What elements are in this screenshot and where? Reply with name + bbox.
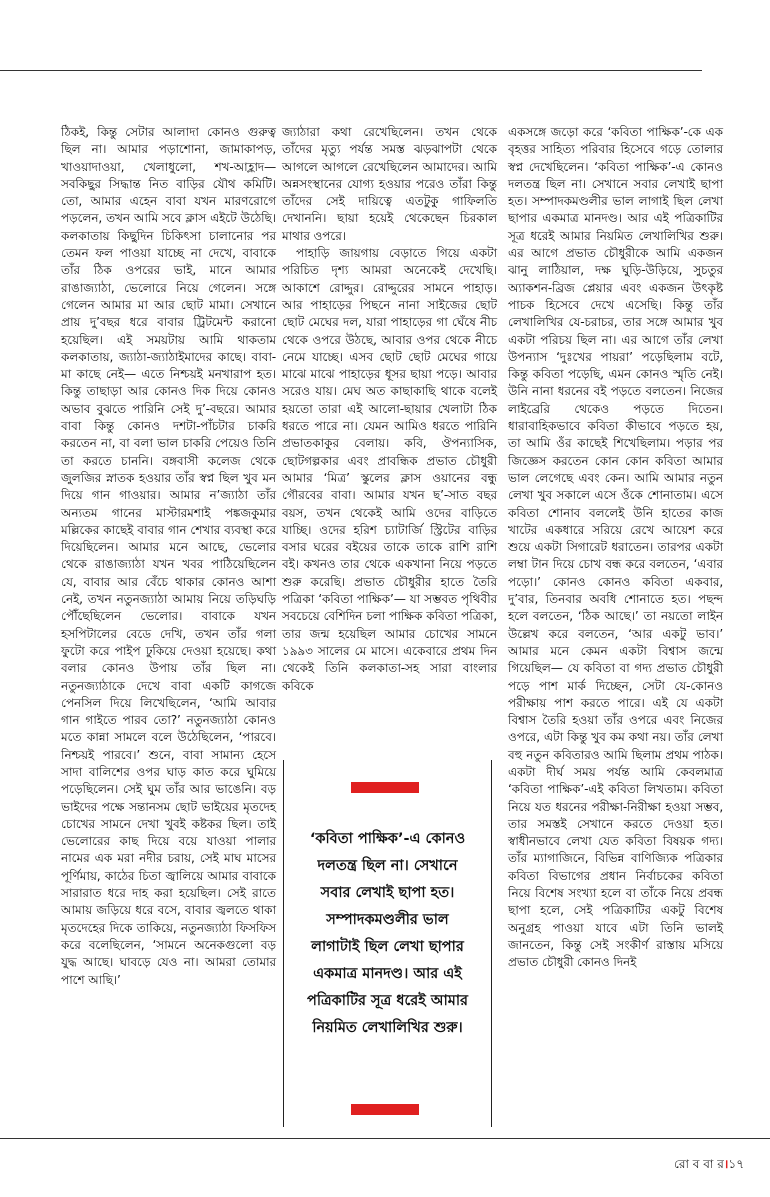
paragraph: জ্যাঠারা কথা রেখেছিলেন। তখন থেকে তাঁদের মৃত্যু পর্যন্ত সমস্ত ঝড়ঝাপটা থেকে আগলে আগলে রেখেছিলেন আমাদের। আমি অন্নসংস্থানের যোগ্য হওয়ার পরেও তাঁরা কিন্তু তাঁদের সেই দায়িত্বে এতটুকু গাফিলতি দেখাননি। ছায়া হয়েই থেকেছেন চিরকাল মাথার ওপরে। [282, 125, 497, 243]
bottom-rule [0, 1138, 770, 1139]
article-column-1 [61, 124, 276, 989]
pull-quote-box [283, 760, 492, 1127]
magazine-name: রো ব বা র [674, 1157, 724, 1171]
pull-quote-bottom-bar [351, 1104, 419, 1115]
paragraph: ঠিকই, কিন্তু সেটার আলাদা কোনও গুরুত্ব ছিল না। আমার পড়াশোনা, জামাকাপড়, খাওয়াদাওয়া, খেলাধুলো, শখ-আহ্লাদ— সবকিছুর সিদ্ধান্ত নিত বাড়ির যৌথ কমিটি। তো, আমার এহেন বাবা যখন মারণরোগে পড়লেন, তখন আমি সবে ক্লাস এইটে উঠেছি। কলকাতায় কিছুদিন চিকিৎসা চালানোর পর তেমন ফল পাওয়া যাচ্ছে না দেখে, বাবাকে তাঁর ঠিক ওপরের ভাই, মানে আমার রাঙাজ্যাঠা, ভেলোরে নিয়ে গেলেন। সঙ্গে গেলেন আমার মা আর ছোট মামা। সেখানে প্রায় দু’বছর ধরে বাবার ট্রিটমেন্ট করানো হয়েছিল। এই সময়টায় আমি থাকতাম কলকাতায়, জ্যাঠা-জ্যাঠাইমাদের কাছে। বাবা-মা কাছে নেই— এতে নিশ্চয়ই মনখারাপ হত। কিন্তু তাছাড়া আর কোনও দিক দিয়ে কোনও অভাব বুঝতে পারিনি সেই দু’-বছরে। আমার বাবা কিন্তু কোনও দশটা-পাঁচটার চাকরি করতেন না, বা বলা ভাল চাকরি পেয়েও তিনি তা করতে চাননি। বঙ্গবাসী কলেজ থেকে জুলজির স্নাতক হওয়ার তাঁর স্বপ্ন ছিল খুব মন দিয়ে গান গাওয়ার। আমার ন’জ্যাঠা তাঁর অন্যতম গানের মাস্টারমশাই পঙ্কজকুমার মল্লিকের কাছেই বাবার গান শেখার ব্যবস্থা করে দিয়েছিলেন। আমার মনে আছে, ভেলোর থেকে রাঙাজ্যাঠা যখন খবর পাঠিয়েছিলেন যে, বাবার আর বেঁচে থাকার কোনও আশা নেই, তখন নতুনজ্যাঠা আমায় নিয়ে তড়িঘড়ি পৌঁছেছিলেন ভেলোর। বাবাকে যখন হসপিটালের বেডে দেখি, তখন তাঁর গলা ফুটো করে পাইপ ঢুকিয়ে দেওয়া হয়েছে। কথা বলার কোনও উপায় তাঁর ছিল না। নতুনজ্যাঠাকে দেখে বাবা একটি কাগজে পেনসিল দিয়ে লিখেছিলেন, ‘আমি আবার গান গাইতে পারব তো?’ নতুনজ্যাঠা কোনও মতে কান্না সামলে বলে উঠেছিলেন, ‘পারবে। নিশ্চয়ই পারবে।’ শুনে, বাবা সামান্য হেসে সাদা বালিশের ওপর ঘাড় কাত করে ঘুমিয়ে পড়েছিলেন। সেই ঘুম তাঁর আর ভাঙেনি। বড় ভাইদের পক্ষে সন্তানসম ছোট ভাইয়ের মৃতদেহ চোখের সামনে দেখা খুবই কষ্টকর ছিল। তাই ভেলোরের কাছ দিয়ে বয়ে যাওয়া পালার নামের এক মরা নদীর চরায়, সেই মাঘ মাসের পূর্ণিমায়, কাঠের চিতা জ্বালিয়ে আমার বাবাকে সারারাত ধরে দাহ করা হয়েছিল। সেই রাতে আমায় জড়িয়ে ধরে বসে, বাবার জ্বলতে থাকা মৃতদেহের দিকে তাকিয়ে, নতুনজ্যাঠা ফিসফিস করে বলেছিলেন, ‘সামনে অনেকগুলো বড় যুদ্ধ আছে। ঘাবড়ে যেও না। আমরা তোমার পাশে আছি।’ [61, 125, 276, 987]
paragraph: একসঙ্গে জড়ো করে ‘কবিতা পাক্ষিক’-কে এক বৃহত্তর সাহিত্য পরিবার হিসেবে গড়ে তোলার স্বপ্ন দেখেছিলেন। ‘কবিতা পাক্ষিক’-এ কোনও দলতন্ত্র ছিল না। সেখানে সবার লেখাই ছাপা হত। সম্পাদকমণ্ডলীর ভাল লাগাই ছিল লেখা ছাপার একমাত্র মানদণ্ড। আর এই পত্রিকাটির সূত্র ধরেই আমার নিয়মিত লেখালিখির শুরু। এর আগে প্রভাত চৌধুরীকে আমি একজন ঝানু লাঠিয়াল, দক্ষ ঘুড়ি-উড়িয়ে, সুচতুর অ্যাকশন-ব্রিজ প্লেয়ার এবং একজন উৎকৃষ্ট পাচক হিসেবে দেখে এসেছি। কিন্তু তাঁর লেখালিখির যে-চরাচর, তার সঙ্গে আমার খুব একটা পরিচয় ছিল না। এর আগে তাঁর লেখা উপন্যাস ‘দুঃখের পায়রা’ পড়েছিলাম বটে, কিন্তু কবিতা পড়েছি, এমন কোনও স্মৃতি নেই। উনি নানা ধরনের বই পড়তে বলতেন। নিজের লাইব্রেরি থেকেও পড়তে দিতেন। ধারাবাহিকভাবে কবিতা কীভাবে পড়তে হয়, তা আমি ওঁর কাছেই শিখেছিলাম। পড়ার পর জিজ্ঞেস করতেন কোন কোন কবিতা আমার ভাল লেগেছে এবং কেন। আমি আমার নতুন লেখা খুব সকালে এসে ওঁকে শোনাতাম। এসে কবিতা শোনাব বললেই উনি হাতের কাজ খাটের একধারে সরিয়ে রেখে আয়েশ করে শুয়ে একটা সিগারেট ধরাতেন। তারপর একটা লম্বা টান দিয়ে চোখ বন্ধ করে বলতেন, ‘এবার পড়ো।’ কোনও কোনও কবিতা একবার, দু’বার, তিনবার অবধি শোনাতে হত। পছন্দ হলে বলতেন, ‘ঠিক আছে।’ তা নয়তো লাইন উল্লেখ করে বলতেন, ‘আর একটু ভাব।’ আমার মনে কেমন একটা বিশ্বাস জন্মে গিয়েছিল— যে কবিতা বা গদ্য প্রভাত চৌধুরী পড়ে পাশ মার্ক দিচ্ছেন, সেটা যে-কোনও পরীক্ষায় পাশ করতে পারে। এই যে একটা বিশ্বাস তৈরি হওয়া তাঁর ওপরে এবং নিজের ওপরে, এটা কিন্তু খুব কম কথা নয়। তাঁর লেখা বহু নতুন কবিতারও আমি ছিলাম প্রথম পাঠক। একটা দীর্ঘ সময় পর্যন্ত আমি কেবলমাত্র ‘কবিতা পাক্ষিক’-এই কবিতা লিখতাম। কবিতা নিয়ে যত ধরনের পরীক্ষা-নিরীক্ষা হওয়া সম্ভব, তার সমস্তই সেখানে করতে দেওয়া হত। স্বাধীনভাবে লেখা যেত কবিতা বিষয়ক গদ্য। তাঁর ম্যাগাজিনে, বিভিন্ন বাণিজ্যিক পত্রিকার কবিতা বিভাগের প্রধান নির্বাচকের কবিতা নিয়ে বিশেষ সংখ্যা হলে বা তাঁকে নিয়ে প্রবন্ধ ছাপা হলে, সেই পত্রিকাটির একটু বিশেষ অনুগ্রহ পাওয়া যাবে এটা তিনি ভালই জানতেন, কিন্তু সেই সংকীর্ণ রাস্তায় মসিয়ে প্রভাত চৌধুরী কোনও দিনই [508, 125, 723, 970]
pull-quote-top-bar [351, 782, 419, 793]
page-number: ১৭ [728, 1157, 744, 1171]
article-column-2 [282, 124, 497, 695]
article-column-3 [508, 124, 723, 972]
footer-separator: । [723, 1157, 729, 1171]
top-rule [0, 70, 702, 71]
page-footer [674, 1155, 744, 1176]
pull-quote-text: ‘কবিতা পাক্ষিক’-এ কোনও দলতন্ত্র ছিল না। সেখানে সবার লেখাই ছাপা হত। সম্পাদকমণ্ডলীর ভাল লাগাটাই ছিল লেখা ছাপার একমাত্র মানদণ্ড। আর এই পত্রিকাটির সূত্র ধরেই আমার নিয়মিত লেখালিখির শুরু। [306, 831, 468, 1036]
paragraph: পাহাড়ি জায়গায় বেড়াতে গিয়ে একটা পরিচিত দৃশ্য আমরা অনেকেই দেখেছি। আকাশে রোদ্দুর। রোদ্দুরের সামনে পাহাড়। আর পাহাড়ের পিছনে নানা সাইজের ছোট ছোট মেঘের দল, যারা পাহাড়ের গা ঘেঁষে নীচ থেকে ওপরে উঠছে, আবার ওপর থেকে নীচে নেমে যাচ্ছে। এসব ছোট ছোট মেঘের গায়ে মাঝে মাঝে পাহাড়ের ধূসর ছায়া পড়ে। আবার সরেও যায়। মেঘ অত কাছাকাছি থাকে বলেই হয়তো তারা এই আলো-ছায়ার খেলাটা ঠিক ধরতে পারে না। যেমন আমিও ধরতে পারিনি প্রভাতকাকুর বেলায়। কবি, ঔপন্যাসিক, ছোটগল্পকার এবং প্রাবন্ধিক প্রভাত চৌধুরী আমার ‘মিত্র’ স্কুলের ক্লাস ওয়ানের বন্ধু গৌরবের বাবা। আমার যখন ছ’-সাত বছর বয়স, তখন থেকেই আমি ওদের বাড়িতে যাচ্ছি। ওদের হরিশ চ্যাটার্জি স্ট্রিটের বাড়ির বসার ঘরের বইয়ের তাকে তাকে রাশি রাশি বই। কখনও তার থেকে একখানা নিয়ে পড়তে শুরু করেছি। প্রভাত চৌধুরীর হাতে তৈরি পত্রিকা ‘কবিতা পাক্ষিক’— যা সম্ভবত পৃথিবীর সবচেয়ে বেশিদিন চলা পাক্ষিক কবিতা পত্রিকা, তার জন্ম হয়েছিল আমার চোখের সামনে ১৯৯৩ সালের মে মাসে। একেবারে প্রথম দিন থেকেই তিনি কলকাতা-সহ সারা বাংলার কবিকে [282, 246, 497, 693]
